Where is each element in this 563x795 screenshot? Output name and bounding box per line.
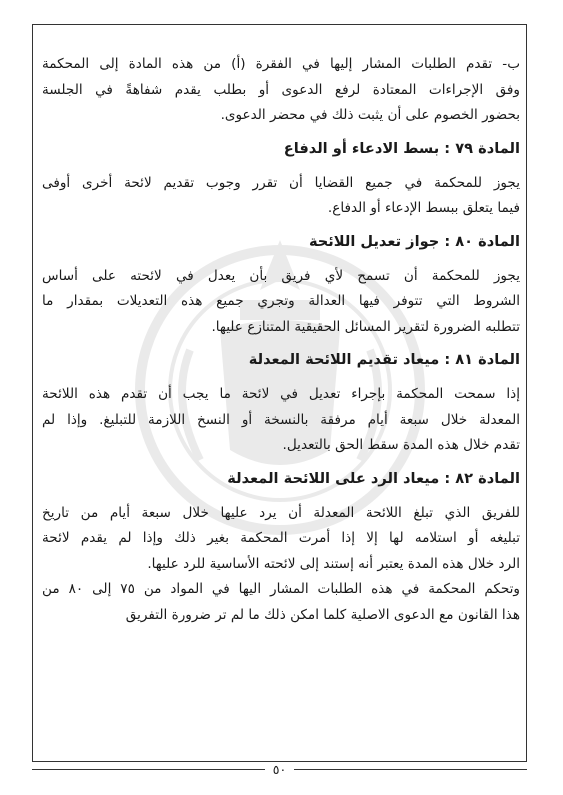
- text-line: بحضور الخصوم على أن يثبت ذلك في محضر الدعوى.: [220, 107, 520, 123]
- paragraph: [42, 171, 520, 222]
- paragraph: [42, 52, 520, 129]
- article-heading: المادة ٧٩ : بسط الادعاء أو الدفاع: [283, 139, 520, 157]
- article-heading: المادة ٨١ : ميعاد تقديم اللائحة المعدلة: [248, 351, 520, 368]
- footer: [32, 762, 527, 776]
- document-body: [42, 52, 520, 628]
- text-line: تقدم خلال هذه المدة سقط الحق بالتعديل.: [282, 437, 520, 453]
- article-heading: المادة ٨٠ : جواز تعديل اللائحة: [308, 232, 520, 250]
- text-line: إذا سمحت المحكمة بإجراء تعديل في لائحة ما يجب أن تقدم هذه اللائحة: [42, 386, 520, 402]
- text-line: الرد خلال هذه المدة يعتبر أنه إستند إلى لائحته الأساسية للرد عليها.: [147, 555, 520, 572]
- text-line: المعدلة خلال سبعة أيام مرفقة بالنسخة أو النسخ اللازمة للتبليغ. وإذا لم: [42, 411, 520, 428]
- text-line: هذا القانون مع الدعوى الاصلية كلما امكن ذلك ما لم تر ضرورة التفريق: [125, 606, 520, 623]
- article-heading: المادة ٨٢ : ميعاد الرد على اللائحة المعدلة: [227, 469, 520, 487]
- text-line: يجوز للمحكمة في جميع القضايا أن تقرر وجوب تقديم لائحة أخرى أوفى: [42, 174, 520, 191]
- paragraph: [42, 501, 520, 578]
- text-line: فيما يتعلق ببسط الإدعاء أو الدفاع.: [327, 200, 520, 216]
- footer-rule-left: [32, 769, 265, 770]
- paragraph: [42, 577, 520, 628]
- text-line: الشروط التي تتوفر فيها العدالة وتجري جميع هذه التعديلات بمقدار ما: [42, 293, 520, 309]
- page-number: ٥٠: [265, 762, 294, 777]
- text-line: تبليغه أو استلامه لها إلا إذا أمرت المحكمة بغير ذلك وإذا لم يقدم لائحة: [42, 530, 520, 546]
- paragraph: [42, 382, 520, 459]
- text-line: يجوز للمحكمة أن تسمح لأي فريق بأن يعدل في لائحته على أساس: [42, 267, 520, 284]
- text-line: تتطلبه الضرورة لتقرير المسائل الحقيقية المتنازع عليها.: [211, 318, 520, 335]
- paragraph: [42, 264, 520, 341]
- text-line: ب- تقدم الطلبات المشار إليها في الفقرة (أ) من هذه المادة إلى المحكمة: [42, 56, 520, 72]
- footer-rule-right: [294, 769, 527, 770]
- text-line: وتحكم المحكمة في هذه الطلبات المشار اليها في المواد من ٧٥ إلى ٨٠ من: [42, 581, 520, 597]
- text-line: وفق الإجراءات المعتادة لرفع الدعوى أو بطلب يقدم شفاهةً في الجلسة: [42, 81, 520, 98]
- text-line: للفريق الذي تبلغ اللائحة المعدلة أن يرد عليها خلال سبعة أيام من تاريخ: [42, 504, 520, 521]
